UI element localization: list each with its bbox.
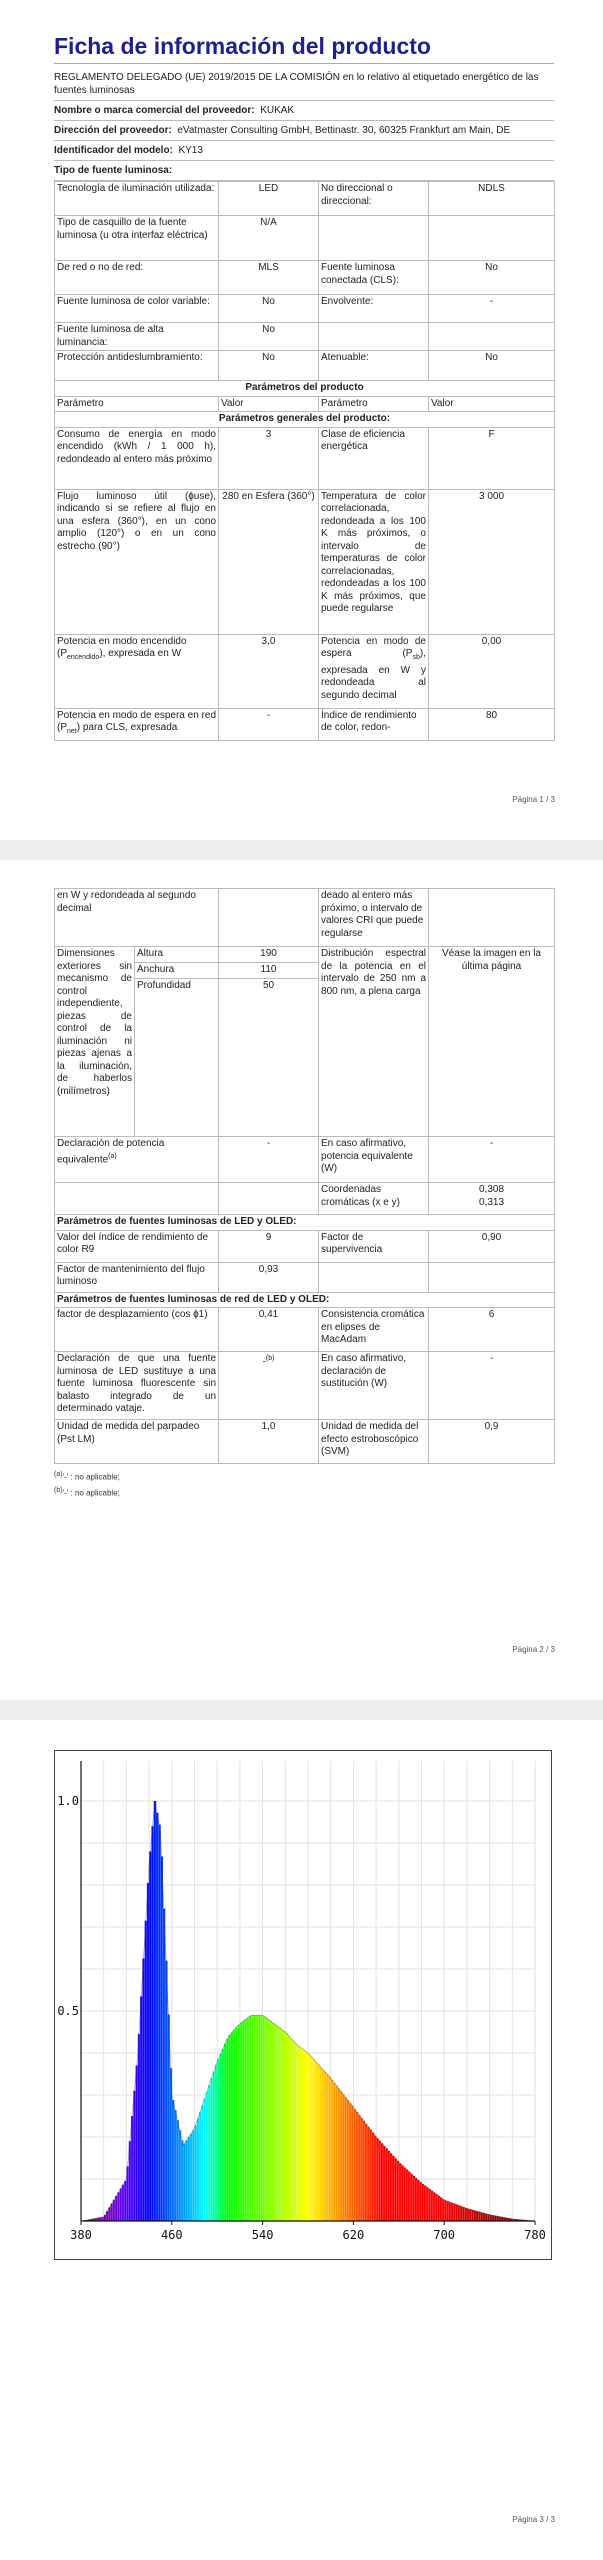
- text: Potencia en modo encendido (P: [57, 635, 187, 659]
- cell: En caso afirmativo, potencia equivalente (W): [319, 1137, 429, 1183]
- cell: Fuente luminosa de color variable:: [55, 295, 219, 323]
- cell: -: [219, 708, 319, 740]
- general-params-heading: Parámetros generales del producto:: [55, 412, 555, 428]
- cell: Unidad de medida del parpadeo (Pst LM): [55, 1420, 219, 1464]
- text: Declaración de potencia equivalente: [57, 1138, 165, 1165]
- table-row: [55, 412, 555, 428]
- page-2: [0, 860, 603, 1700]
- table-row: [55, 489, 555, 634]
- column-header: Valor: [219, 396, 319, 412]
- spectral-chart-svg: [55, 1751, 551, 2259]
- cell: 0,41: [219, 1308, 319, 1352]
- text: sb: [412, 654, 420, 661]
- cell: Temperatura de color correlacionada, redondeada a los 100 K más próximos, o intervalo de temperaturas de color correlacionadas, redondeadas a los 100 K más próximos, que puede regularse: [319, 489, 429, 634]
- cell: 80: [429, 708, 555, 740]
- cell: 0,00: [429, 634, 555, 708]
- y-tick-label: 1.0: [57, 1794, 79, 1808]
- x-tick-label: 540: [251, 2228, 274, 2242]
- table-row: [55, 182, 555, 216]
- text: ), expresada en W y redondeada al segundo decimal: [321, 648, 426, 701]
- cell: Tipo de casquillo de la fuente luminosa (u otra interfaz eléctrica): [55, 216, 219, 261]
- y-tick-label: 0.5: [57, 2004, 79, 2018]
- source-type-table: [54, 181, 555, 741]
- text: 0,308: [479, 1184, 505, 1195]
- cell: Anchura: [135, 963, 219, 979]
- cell: LED: [219, 182, 319, 216]
- supplier-name-label: Nombre o marca comercial del proveedor:: [54, 105, 255, 116]
- cell: Consistencia cromática en elipses de MacAdam: [319, 1308, 429, 1352]
- cell: No: [219, 351, 319, 381]
- cell: 1,0: [219, 1420, 319, 1464]
- table-row: [55, 1420, 555, 1464]
- table-row: [55, 1183, 555, 1215]
- text: '-' : no aplicable;: [62, 1472, 120, 1482]
- supplier-address-label: Dirección del proveedor:: [54, 125, 172, 136]
- product-params-heading: Parámetros del producto: [55, 381, 555, 397]
- led-oled-heading: Parámetros de fuentes luminosas de LED y OLED:: [55, 1215, 555, 1231]
- supplier-name: [54, 101, 554, 121]
- table-row: [55, 1137, 555, 1183]
- table-row: [55, 708, 555, 740]
- cell: 3: [219, 427, 319, 489]
- cell: 280 en Esfera (360°): [219, 489, 319, 634]
- cell: Fuente luminosa de alta luminancia:: [55, 323, 219, 351]
- cell: deado al entero más próximo, o intervalo de valores CRI que puede regularse: [319, 889, 429, 947]
- text: (b): [265, 1355, 275, 1362]
- model-id: [54, 141, 554, 161]
- cell: De red o no de red:: [55, 261, 219, 295]
- x-tick-label: 460: [160, 2228, 183, 2242]
- table-row: [55, 381, 555, 397]
- cell: Declaración de que una fuente luminosa de LED sustituye a una fuente luminosa fluorescente sin balasto integrado de un determinado vataje.: [55, 1352, 219, 1420]
- text: '-' : no aplicable;: [62, 1488, 120, 1498]
- cell: MLS: [219, 261, 319, 295]
- cell: Factor de mantenimiento del flujo luminoso: [55, 1262, 219, 1292]
- page-2-content: [54, 888, 554, 1499]
- footnote-a: [54, 1468, 554, 1484]
- cell: -: [429, 1352, 555, 1420]
- cell: [429, 889, 555, 947]
- text: Potencia en modo de espera (P: [321, 635, 426, 659]
- cell: Consumo de energía en modo encendido (kWh / 1 000 h), redondeado al entero más próximo: [55, 427, 219, 489]
- supplier-address-value: eVatmaster Consulting GmbH, Bettinastr. 30, 60325 Frankfurt am Main, DE: [177, 125, 511, 136]
- page-1: [0, 0, 603, 840]
- table-row: [55, 1308, 555, 1352]
- column-header: Parámetro: [319, 396, 429, 412]
- cell: Tecnología de iluminación utilizada:: [55, 182, 219, 216]
- table-row: [55, 947, 555, 963]
- text: (b): [54, 1486, 63, 1494]
- cell: -: [429, 1137, 555, 1183]
- cell: Clase de eficiencia energética: [319, 427, 429, 489]
- footnote-b: [54, 1484, 554, 1500]
- cell: Factor de supervivencia: [319, 1230, 429, 1262]
- cell: F: [429, 427, 555, 489]
- cell: [319, 1262, 429, 1292]
- cell: [319, 634, 429, 708]
- cell: Flujo luminoso útil (ɸuse), indicando si se refiere al flujo en una esfera (360°), en un cono amplio (120°) o en un cono estrecho (90°): [55, 489, 219, 634]
- cell: Véase la imagen en la última página: [429, 947, 555, 1137]
- cell: Atenuable:: [319, 351, 429, 381]
- table-row: [55, 351, 555, 381]
- model-id-label: Identificador del modelo:: [54, 145, 173, 156]
- source-type-heading: Tipo de fuente luminosa:: [54, 161, 554, 181]
- page-number: Página 1 / 3: [512, 795, 555, 804]
- mains-led-heading: Parámetros de fuentes luminosas de red de LED y OLED:: [55, 1292, 555, 1308]
- table-row: [55, 427, 555, 489]
- cell: Valor del índice de rendimiento de color R9: [55, 1230, 219, 1262]
- table-row: [55, 216, 555, 261]
- cell: Profundidad: [135, 979, 219, 1137]
- cell: [319, 216, 429, 261]
- page-number: Página 3 / 3: [512, 2515, 555, 2524]
- cell: 3,0: [219, 634, 319, 708]
- cell: 3 000: [429, 489, 555, 634]
- cell: -: [219, 1137, 319, 1183]
- page-3: [0, 1720, 603, 2560]
- cell: Altura: [135, 947, 219, 963]
- text: net: [67, 728, 77, 735]
- text: 0,313: [479, 1196, 505, 1208]
- table-row: [55, 1215, 555, 1231]
- text: (a): [54, 1471, 63, 1478]
- cell: No: [219, 323, 319, 351]
- cell: -: [429, 295, 555, 323]
- cell: Coordenadas cromáticas (x e y): [319, 1183, 429, 1215]
- cell: 50: [219, 979, 319, 1137]
- cell: Distribución espectral de la potencia en el intervalo de 250 nm a 800 nm, a plena carga: [319, 947, 429, 1137]
- text: ) para CLS, expresada: [76, 722, 178, 733]
- text: encendido: [67, 654, 100, 661]
- cell: [55, 1137, 219, 1183]
- cell: [429, 216, 555, 261]
- cell: [219, 1352, 319, 1420]
- cell: No: [219, 295, 319, 323]
- cell: 0,93: [219, 1262, 319, 1292]
- cell: 110: [219, 963, 319, 979]
- x-tick-label: 780: [524, 2228, 546, 2242]
- supplier-name-value: KUKAK: [260, 105, 295, 116]
- text: -: [262, 1356, 266, 1368]
- cell: 0,9: [429, 1420, 555, 1464]
- cell: 9: [219, 1230, 319, 1262]
- cell: factor de desplazamiento (cos ɸ1): [55, 1308, 219, 1352]
- cell: En caso afirmativo, declaración de sustitución (W): [319, 1352, 429, 1420]
- cell: [55, 634, 219, 708]
- cell: N/A: [219, 216, 319, 261]
- cell: Protección antideslumbramiento:: [55, 351, 219, 381]
- cell: [319, 323, 429, 351]
- table-row: [55, 889, 555, 947]
- table-row: [55, 634, 555, 708]
- table-row: [55, 1292, 555, 1308]
- cell: [429, 323, 555, 351]
- column-header: Parámetro: [55, 396, 219, 412]
- cell: No direccional o direccional:: [319, 182, 429, 216]
- cell: [429, 1183, 555, 1215]
- cell: Envolvente:: [319, 295, 429, 323]
- supplier-address: [54, 121, 554, 141]
- cell: [55, 708, 219, 740]
- document-title: Ficha de información del producto: [54, 33, 554, 64]
- cell: 190: [219, 947, 319, 963]
- cell: 0,90: [429, 1230, 555, 1262]
- cell: [55, 1183, 219, 1215]
- model-id-value: KY13: [178, 145, 203, 156]
- cell: No: [429, 261, 555, 295]
- table-row: [55, 1262, 555, 1292]
- table-row: [55, 1230, 555, 1262]
- cell: No: [429, 351, 555, 381]
- page-number: Página 2 / 3: [512, 1645, 555, 1654]
- cell: Dimensiones exteriores sin mecanismo de control independiente, piezas de control de la iluminación ni piezas ajenas a la iluminación, de haberlos (milímetros): [55, 947, 135, 1137]
- x-tick-label: 380: [70, 2228, 92, 2242]
- text: Potencia en modo de espera en red (P: [57, 709, 216, 733]
- x-tick-label: 700: [433, 2228, 456, 2242]
- table-row: [55, 261, 555, 295]
- text: (a): [108, 1152, 117, 1160]
- cell: Índice de rendimiento de color, redon-: [319, 708, 429, 740]
- cell: [429, 1262, 555, 1292]
- table-row: [55, 295, 555, 323]
- text: ), expresada en W: [99, 648, 182, 659]
- table-row: [55, 323, 555, 351]
- cell: [219, 889, 319, 947]
- page-1-content: [54, 33, 554, 741]
- x-tick-label: 620: [342, 2228, 365, 2242]
- cell: en W y redondeada al segundo decimal: [55, 889, 219, 947]
- table-row: [55, 396, 555, 412]
- table-row: [55, 1352, 555, 1420]
- cell: Fuente luminosa conectada (CLS):: [319, 261, 429, 295]
- column-header: Valor: [429, 396, 555, 412]
- cell: 6: [429, 1308, 555, 1352]
- cell: [219, 1183, 319, 1215]
- cell: NDLS: [429, 182, 555, 216]
- spectral-distribution-chart: [54, 1750, 552, 2260]
- general-params-table-continued: [54, 888, 555, 1464]
- cell: Unidad de medida del efecto estroboscópico (SVM): [319, 1420, 429, 1464]
- regulation-text: REGLAMENTO DELEGADO (UE) 2019/2015 DE LA COMISIÓN en lo relativo al etiquetado energético de las fuentes luminosas: [54, 68, 554, 101]
